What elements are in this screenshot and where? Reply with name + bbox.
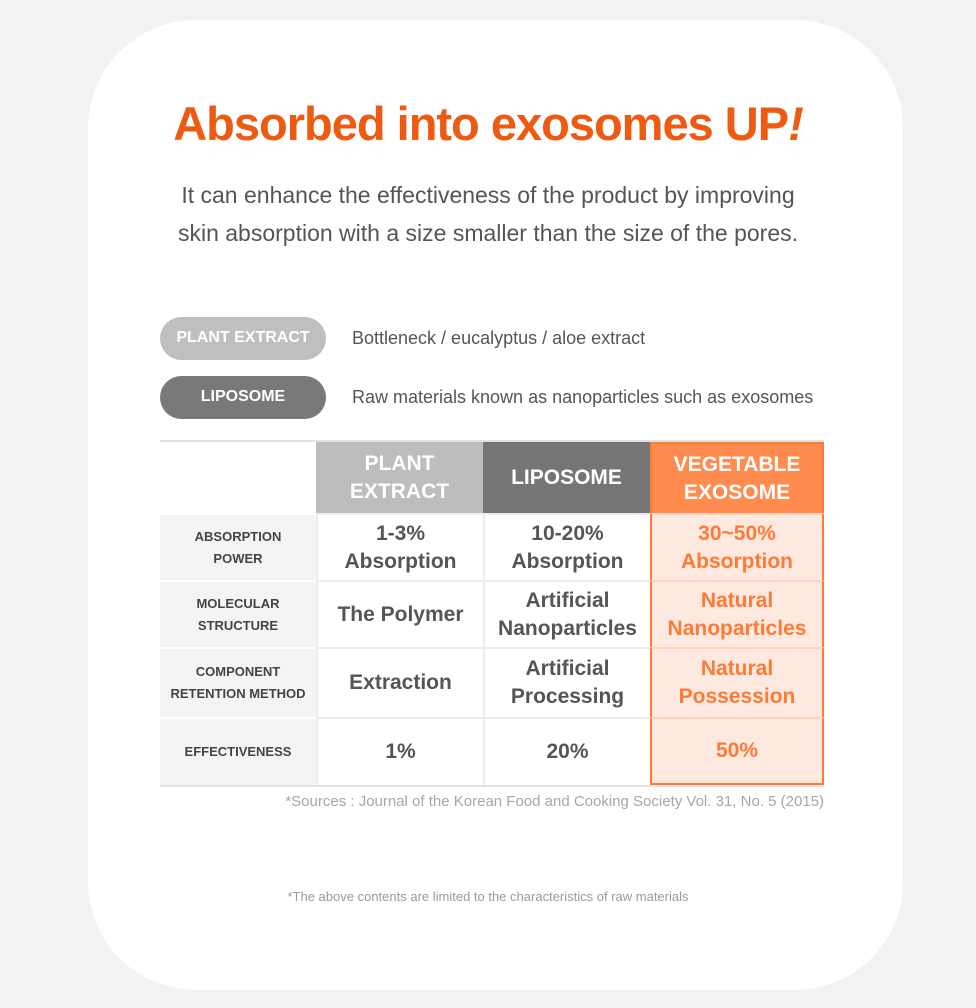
row-label — [160, 647, 316, 717]
row-label-line1: ABSORPTION — [194, 528, 282, 544]
title-text: Absorbed into exosomes UP — [173, 97, 789, 150]
cell-exosome — [650, 513, 824, 580]
cell-line1: 30~50% — [698, 521, 776, 545]
row-label-line1: MOLECULAR — [196, 595, 280, 611]
legend-desc-liposome: Raw materials known as nanoparticles such as exosomes — [352, 386, 814, 407]
page-title — [0, 96, 976, 151]
legend-badge-liposome: LIPOSOME — [160, 376, 326, 419]
table-row-molecular-structure — [160, 580, 824, 647]
header-liposome-line1: LIPOSOME — [511, 465, 622, 489]
cell-line1: Extraction — [349, 671, 452, 694]
header-exosome-line1: VEGETABLE — [673, 452, 801, 476]
table-header-row — [160, 442, 824, 513]
cell-plant — [316, 580, 483, 647]
cell-line2: Nanoparticles — [498, 616, 637, 640]
cell-line2: Nanoparticles — [667, 616, 807, 640]
subtitle — [0, 176, 976, 252]
table-row-effectiveness — [160, 717, 824, 785]
header-liposome — [483, 442, 650, 513]
legend-desc-plant-extract: Bottleneck / eucalyptus / aloe extract — [352, 327, 646, 348]
cell-liposome — [483, 647, 650, 717]
header-plant-line2: EXTRACT — [349, 479, 450, 503]
cell-exosome — [650, 647, 824, 717]
table-header-empty — [160, 442, 316, 513]
cell-line2: Processing — [510, 685, 625, 708]
cell-line1: 50% — [715, 739, 759, 762]
cell-plant — [316, 513, 483, 580]
cell-line2: Possession — [678, 685, 796, 708]
table-row-absorption-power — [160, 513, 824, 580]
legend-badge-plant-extract: PLANT EXTRACT — [160, 317, 326, 360]
cell-exosome — [650, 717, 824, 785]
row-label-line2: POWER — [213, 550, 263, 566]
cell-line2: Absorption — [344, 549, 457, 573]
row-label — [160, 580, 316, 647]
header-plant-extract — [316, 442, 483, 513]
cell-line1: Natural — [700, 588, 774, 612]
header-exosome-line2: EXOSOME — [683, 480, 791, 504]
cell-line1: 1% — [385, 740, 416, 763]
cell-liposome — [483, 717, 650, 785]
table-row-component-retention — [160, 647, 824, 717]
comparison-table — [160, 440, 824, 787]
row-label — [160, 513, 316, 580]
cell-exosome — [650, 580, 824, 647]
footnote: *The above contents are limited to the characteristics of raw materials — [287, 889, 689, 904]
subtitle-line-2: skin absorption with a size smaller than the size of the pores. — [177, 220, 799, 246]
cell-line2: Absorption — [681, 549, 793, 573]
cell-line1: 1-3% — [375, 521, 425, 545]
legend-row-liposome — [160, 375, 813, 419]
header-plant-line1: PLANT — [364, 451, 435, 475]
cell-line1: Artificial — [525, 657, 610, 680]
row-label — [160, 717, 316, 785]
cell-line1: Artificial — [525, 588, 610, 612]
cell-plant — [316, 647, 483, 717]
cell-line1: The Polymer — [337, 602, 464, 626]
cell-line2: Absorption — [511, 549, 624, 573]
row-label-line1: EFFECTIVENESS — [184, 744, 292, 759]
cell-liposome — [483, 513, 650, 580]
legend-row-plant-extract — [160, 316, 645, 360]
cell-line1: Natural — [700, 657, 774, 680]
header-vegetable-exosome — [650, 442, 824, 513]
title-exclaim: ! — [788, 97, 803, 150]
cell-line1: 20% — [546, 740, 589, 763]
row-label-line2: STRUCTURE — [197, 617, 279, 633]
cell-plant — [316, 717, 483, 785]
cell-liposome — [483, 580, 650, 647]
sources-note: *Sources : Journal of the Korean Food and Cooking Society Vol. 31, No. 5 (2015) — [285, 793, 824, 810]
row-label-line1: COMPONENT — [195, 664, 281, 679]
subtitle-line-1: It can enhance the effectiveness of the product by improving — [181, 182, 795, 208]
row-label-line2: RETENTION METHOD — [170, 686, 306, 701]
cell-line1: 10-20% — [531, 521, 604, 545]
